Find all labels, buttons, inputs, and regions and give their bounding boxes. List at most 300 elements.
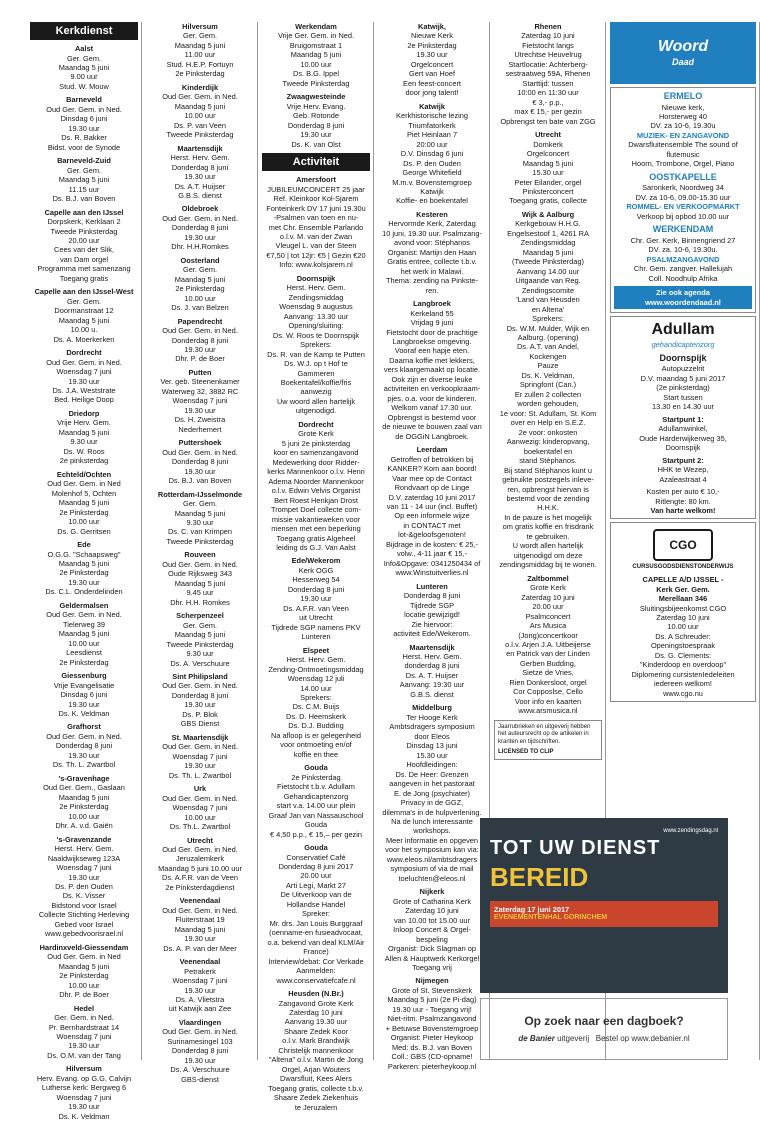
listing-line: In de pauze is het mogelijk	[504, 512, 592, 522]
listing-line: Ds. A. P. van der Meer	[163, 943, 237, 953]
listing-line: 10.00 uur	[68, 811, 100, 821]
listing-line: Ds. R. Bakker	[61, 133, 107, 143]
listing-line: Donderdag 8 juni	[171, 223, 229, 233]
listing-line: Domkerk	[533, 139, 563, 149]
listing-line: Vrijdag 9 juni	[410, 318, 454, 328]
listing-line: 20:00 uur	[416, 139, 448, 149]
cgo-logo: CGO	[653, 529, 713, 561]
listing-line: KANKER? Kom aan boord!	[387, 464, 477, 474]
listing-line: o.l.v. Arjen J.A. Uitbeijerse	[505, 640, 591, 649]
listing-entry	[262, 989, 370, 1112]
listing-entry	[378, 102, 486, 206]
listing-line: Niet-ritm. Psalmzangavond	[387, 1014, 477, 1024]
listing-line: Startlocatie: Achterberg-	[508, 59, 588, 69]
listing-line: Trompet Doel collecte com-	[270, 505, 362, 515]
listing-line: Ars Musica	[529, 621, 567, 631]
listing-line: Een feest-concert	[403, 78, 461, 88]
listing-line: 9.30 uur	[70, 437, 98, 447]
listing-title: Geldermalsen	[59, 600, 109, 610]
listing-line: (oenname-en fusieadvocaat,	[269, 928, 363, 938]
listing-title: Hilversum	[66, 1064, 102, 1074]
listing-line: Getroffen of betrokken bij	[390, 454, 474, 464]
listing-line: Naaldwijkseweg 123A	[47, 853, 121, 863]
listing-line: 19.30 uur	[68, 1102, 100, 1112]
listing-line: Gammeren	[297, 368, 335, 378]
listing-line: worden gehouden,	[517, 399, 579, 409]
listing-line: Ds. H. Zweistra	[174, 415, 226, 425]
listing-line: Maandag 5 juni	[58, 175, 110, 185]
listing-line: Na de lunch interessante	[391, 816, 473, 826]
listing-line: Sietze de Vries,	[522, 668, 574, 678]
listing-entry	[30, 95, 138, 152]
listing-entry	[146, 368, 254, 434]
listing-line: Maandag 5 juni	[174, 101, 226, 111]
listing-title: Amersfoort	[296, 175, 336, 185]
listing-line: Maandag 5 juni	[290, 50, 342, 60]
listing-title: Leerdam	[416, 445, 448, 455]
listing-title: Kinderdijk	[181, 82, 219, 92]
listing-line: Ds. D.J. Budding	[288, 721, 344, 731]
listing-line: Christelijk mannenkoor	[278, 1045, 354, 1055]
listing-title: Puttershoek	[178, 438, 222, 448]
listing-line: Ds. K. van Olst	[291, 139, 341, 149]
listing-line: Rondvaart op de Linge	[394, 483, 470, 493]
listing-line: G.B.S. dienst	[410, 689, 454, 699]
listing-line: 20.00 uur	[532, 602, 564, 612]
listing-line: (Jong)concertkoor	[518, 630, 578, 640]
listing-entry	[494, 574, 602, 716]
listing-line: Donderdag 8 juni	[287, 120, 345, 130]
listing-line: Katwijk	[420, 186, 444, 196]
listing-line: Info&Opgave: 0341250434 of	[383, 558, 481, 568]
listing-line: workshops.	[413, 826, 451, 836]
listing-title: Katwijk,	[418, 22, 446, 31]
ad-line: Kosten per auto € 10,-	[646, 487, 720, 497]
listing-line: U wordt allen hartelijk	[512, 541, 584, 551]
listing-entry	[378, 582, 486, 639]
listing-line: Woensdag 7 juni	[172, 396, 228, 406]
listing-line: Woensdag 7 juni	[172, 751, 228, 761]
listing-line: Er zullen 2 collecten	[514, 389, 582, 399]
listing-line: om gratis koffie en frisdrank	[502, 522, 594, 532]
ad-line: Nieuwe kerk,	[661, 102, 705, 112]
listing-title: Driedorp	[68, 408, 100, 418]
listing-entry	[146, 733, 254, 780]
listing-line: Vrije Evangelisatie	[53, 680, 115, 690]
listing-line: 19.30 uur	[184, 345, 216, 354]
listing-line: Zangavond Grote Kerk	[278, 998, 354, 1008]
listing-title: 's-Gravenhage	[58, 773, 110, 783]
listing-line: te gebruiken.	[526, 531, 570, 541]
listing-entry	[494, 130, 602, 206]
listing-line: Gratis entree, collecte t.b.v.	[387, 257, 477, 267]
ad-line: Ds. G. Clements:	[654, 650, 712, 660]
listing-line: Vleugel L. van der Steen	[275, 241, 357, 251]
listing-line: 9.00 uur	[70, 72, 98, 82]
listing-line: Bed. Heilige Doop	[54, 395, 114, 405]
listing-line: o.l.v. Edwin Velvis Organist	[271, 486, 361, 496]
listing-line: Maandag 5 juni	[58, 427, 110, 437]
listing-line: Doormanstraat 12	[54, 306, 114, 316]
listing-title: Doornspijk	[296, 273, 336, 283]
listing-line: 19.30 uur	[184, 934, 216, 944]
listing-title: Giessenburg	[61, 671, 107, 681]
listing-line: Ds. B.G. Ippel	[292, 69, 339, 79]
listing-line: Dorpskerk, Kerklaan 2	[47, 217, 121, 227]
column-3	[262, 22, 374, 1112]
listing-line: donderdag 8 juni	[404, 661, 460, 671]
listing-title: Langbroek	[413, 299, 451, 309]
listing-line: Nederhemert	[178, 424, 222, 434]
listing-title: Gouda	[304, 763, 328, 773]
listing-line: Welkom vanaf 17.30 uur.	[391, 403, 473, 413]
listing-line: Dinsdag 13 juni	[406, 741, 458, 751]
listing-line: door Eleos	[414, 731, 450, 741]
listing-line: Graaf Jan van Nassauschool	[268, 810, 364, 820]
listing-line: 10.00 u.	[70, 325, 98, 335]
listing-line: Ds. A.T. van Andel,	[516, 342, 580, 352]
listing-line: Pauze	[537, 361, 559, 371]
listing-line: Bidstond voor Israel	[51, 900, 117, 910]
listing-entry	[146, 144, 254, 201]
listing-entry	[30, 1004, 138, 1061]
ad-line: DV. za. 10-6, 19.30u.	[648, 245, 718, 255]
listing-line: Ger. Gem.	[182, 620, 218, 630]
listing-line: Orgel, Arjan Wouters	[281, 1064, 351, 1074]
listing-entry	[146, 611, 254, 668]
listing-line: Ds. A. Verschuure	[170, 1065, 230, 1075]
listing-line: Collecte Stichting Herleving	[38, 910, 130, 920]
listing-line: Maandag 5 juni	[174, 578, 226, 588]
listing-line: Oud Ger. Gem. in Ned.	[46, 104, 122, 114]
listing-line: H.H.K.	[537, 503, 559, 513]
listing-line: Donderdag 8 juni	[55, 741, 113, 751]
listing-line: Medewerking door Ridder-	[272, 457, 360, 467]
listing-title: Maartensdijk	[409, 642, 455, 652]
woordendaad-link[interactable]: www.woordendaad.nl	[645, 297, 721, 307]
listing-title: Grafhorst	[67, 722, 101, 732]
listing-entry	[378, 210, 486, 295]
listing-line: 19.30 uur - Toegang vrij!	[392, 1004, 472, 1014]
listing-line: € 3,- p.p.,	[532, 97, 564, 107]
listing-line: 20.00 uur	[68, 235, 100, 245]
listing-line: Zaterdag 10 juni	[521, 592, 575, 602]
listing-line: Ds. K. Veldman	[58, 709, 110, 719]
listing-line: Herst. Herv. Gem.	[54, 844, 114, 854]
listing-line: 10.00 uur	[184, 111, 216, 121]
listing-line: Donderdag 8 juni	[171, 690, 229, 700]
listing-line: Toegang gratis	[59, 273, 109, 283]
listing-line: D.V. Dinsdag 6 juni	[400, 149, 464, 159]
col3-entries-a	[262, 22, 370, 149]
listing-line: Arti Legi, Markt 27	[286, 880, 346, 890]
listing-line: kerks Mannenkoor o.l.v. Henri	[267, 467, 365, 477]
listing-line: Piet Heinlaan 7	[406, 130, 458, 140]
listing-line: 19.30 uur	[184, 761, 216, 771]
listing-line: www.Winstuitverlies.nl	[395, 568, 469, 578]
listing-line: GBS Dienst	[180, 719, 220, 729]
ad-line: 10.00 uur	[667, 622, 699, 632]
listing-line: Fietstocht langs	[522, 40, 574, 50]
col5-entries	[494, 22, 602, 716]
listing-entry	[378, 976, 486, 1071]
listing-entry	[146, 438, 254, 485]
listing-line: 10:00 en 11:30 uur	[517, 88, 579, 98]
listing-entry	[30, 774, 138, 831]
listing-title: Dordrecht	[66, 348, 102, 358]
listing-line: Ds. Th. L. Zwartbol	[52, 760, 116, 770]
listing-line: Kerk OGG	[298, 565, 334, 575]
listing-entry	[146, 490, 254, 547]
ad-line: Azaleastraat 4	[659, 474, 707, 484]
listing-line: aanwezig	[300, 387, 332, 397]
listing-line: stand Stéphanos.	[519, 456, 577, 466]
listing-line: Leesdienst	[66, 648, 102, 658]
listing-line: Woensdag 7 juni	[56, 1032, 112, 1042]
listing-title: Zaltbommel	[527, 573, 569, 583]
listing-line: Boekentafel/koffie/fris	[280, 378, 352, 388]
listing-line: Donderdag 8 juni	[171, 162, 229, 172]
ad-line: DV. za 10-6, 09.00-15.30 uur	[635, 192, 731, 202]
listing-line: voor ontmoeting en/of	[280, 740, 352, 750]
listing-line: Maandag 5 juni	[58, 498, 110, 508]
listing-line: Zaterdag 10 juni	[405, 906, 459, 916]
listing-title: Lunteren	[416, 581, 448, 591]
listing-line: Zendingscomite	[521, 285, 575, 295]
listing-entry	[30, 287, 138, 344]
listing-entry	[262, 420, 370, 553]
listing-line: Ds. Th. L. Zwartbol	[168, 770, 232, 780]
listing-entry	[30, 348, 138, 405]
listing-entry	[146, 83, 254, 140]
listing-line: 10.00 uur	[68, 980, 100, 990]
ad-line: Oude Harderwijkerweg 35,	[639, 433, 727, 443]
listing-line: Oud Ger. Gem. in Ned.	[162, 793, 238, 803]
listing-line: Lutherse kerk: Bergweg 6	[41, 1083, 127, 1093]
listing-line: Coll.: GBS (CD-opname!	[391, 1052, 473, 1062]
listing-line: Woensdag 7 juni	[56, 1092, 112, 1102]
listing-line: Woensdag 7 juni	[56, 863, 112, 873]
listing-line: Herst. Herv. Gem.	[286, 283, 346, 293]
listing-line: koor en samenzangavond	[273, 448, 359, 458]
listing-line: mensen met een beperking	[271, 524, 361, 534]
listing-title: Veenendaal	[179, 957, 221, 967]
listing-line: Gert van Hoef	[408, 69, 455, 79]
listing-line: Maandag 5 juni	[58, 558, 110, 568]
listing-line: Sprekers:	[300, 340, 332, 350]
listing-line: Tweede Pinksterdag	[166, 536, 234, 546]
listing-line: Ds. R. van de Kamp te Putten	[267, 349, 365, 359]
listing-line: bestemd voor de zending	[506, 493, 590, 503]
listing-line: uitgenodigd om deze	[513, 550, 583, 560]
listing-line: Maandag 5 juni	[58, 63, 110, 73]
listing-line: Maandag 5 juni	[174, 274, 226, 284]
listing-line: Ds. P. van Veen	[173, 120, 227, 130]
listing-line: Ds. D. Heemskerk	[286, 711, 346, 721]
ad-line: Chr. Ger. Kerk, Binnengriend 27	[630, 235, 736, 245]
listing-line: Woensdag 9 augustus	[279, 302, 353, 312]
listing-line: 2e Pinksterdag	[175, 69, 225, 79]
listing-line: 2e voor: onkosten	[518, 427, 578, 437]
listing-line: de nieuwe te bouwen zaal van	[382, 422, 482, 432]
listing-line: € 4,50 p.p., € 15,– per gezin	[269, 829, 363, 839]
listing-title: Nijmegen	[415, 976, 449, 986]
listing-entry	[262, 175, 370, 270]
listing-line: Psalmconcert	[525, 611, 571, 621]
listing-entry	[262, 646, 370, 760]
listing-line: Herst. Herv. Gem.	[170, 153, 230, 163]
col4-entries	[378, 22, 486, 1071]
listing-line: Oud Ger. Gem. in Ned.	[162, 742, 238, 752]
listing-line: Allen & Hauptwerk Kerkorgel	[384, 953, 480, 963]
listing-line: Kerkhistorische lezing	[396, 111, 468, 121]
listing-line: Zie hiervoor:	[411, 619, 453, 629]
listing-line: Tweede Pinksterdag	[282, 78, 350, 88]
listing-line: Dhr. H.H. Romkes	[170, 597, 230, 607]
listing-line: Koffie- en boekentafel	[396, 196, 468, 206]
listing-line: Ds. K. Veldman,	[521, 370, 575, 380]
listing-line: Oud Ger. Gem. in Ned.	[46, 357, 122, 367]
listing-line: max € 15,- per gezin	[514, 107, 582, 117]
listing-entry	[146, 836, 254, 893]
listing-line: Med: ds. B.J. van Boven	[391, 1042, 473, 1052]
section-heading-kerkdienst: Kerkdienst	[30, 22, 138, 40]
col2-entries	[146, 22, 254, 1084]
listing-title: Hedel	[73, 1003, 95, 1013]
listing-line: Tijdrede SGP namens PKV	[271, 622, 361, 632]
listing-line: 10 juni, 19.30 uur. Psalmzang-	[382, 228, 482, 238]
listing-line: Oud Ger. Gem., Gaslaan	[43, 783, 125, 793]
listing-line: gebruikte postzegels inleve-	[502, 475, 594, 485]
listing-line: Woensdag 7 juni	[172, 803, 228, 813]
listing-line: voor het symposium kan via:	[385, 845, 479, 855]
listing-line: Sprekers:	[300, 693, 332, 703]
listing-line: France)	[303, 947, 329, 957]
listing-line: Aanvang 19.30 uur	[284, 1017, 348, 1027]
listing-line: €7,50 | tot 12jr: €5 | Gezin €20	[266, 250, 366, 260]
cgo-ad: CGO CURSUSGODSDIENSTONDERWIJS CAPELLE A/D IJSSEL - Kerk Ger. Gem. Merellaan 346 Sluitingsbijeenkomst CGO Zaterdag 10 juni 10.00 uur Ds. A Schreuder: Openingstoespraak Ds. G. Clements: "Kinderdoop en overdoop" Diplomering cursistenIedeleiten iedereen welkom! www.cgo.nu	[610, 522, 756, 702]
listing-line: Cees van der Slik,	[54, 245, 114, 255]
listing-title: Barneveld-Zuid	[57, 156, 111, 166]
listing-line: Programma met samenzang	[37, 264, 131, 274]
listing-title: Oldebroek	[181, 204, 219, 214]
listing-line: Ds. J. van Belzen	[171, 303, 229, 313]
listing-line: 'Land van Heusden	[516, 295, 580, 305]
listing-title: Oosterland	[180, 255, 220, 265]
listing-line: 19.30 uur	[184, 985, 216, 995]
listing-line: Inloop Concert & Orgel-	[393, 925, 471, 935]
listing-line: 11.15 uur	[68, 184, 100, 194]
listing-line: Gebed voor Israel	[54, 919, 114, 929]
listing-line: Molenhof 5, Ochten	[51, 488, 117, 498]
listing-line: 10.00 uur	[68, 517, 100, 527]
ad-line: Verkoop bij opbod 10.00 uur	[636, 211, 730, 221]
listing-line: Cor Copposlse, Cello	[513, 687, 583, 697]
listing-entry	[30, 409, 138, 466]
listing-line: www.arsmusica.nl	[518, 706, 578, 716]
listing-line: O.G.G. "Schaapsweg"	[47, 549, 121, 559]
listing-line: Donderdag 8 juni	[171, 1046, 229, 1056]
listing-line: Orgelconcert	[410, 59, 454, 69]
ad-line: Openingstoespraak	[650, 641, 716, 651]
column-1	[30, 22, 142, 1121]
listing-line: Ds. G. Gerritsen	[57, 526, 111, 536]
listing-line: Woensdag 12 juli	[287, 674, 345, 684]
listing-line: 9.45 uur	[186, 588, 214, 598]
listing-title: Utrecht	[535, 130, 561, 140]
listing-line: Engelsestoof 1, 4261 RA	[507, 228, 589, 238]
listing-line: Organist: Dick Slagman op	[388, 944, 476, 954]
listing-line: Shaare Zedek Ziekenhuis	[273, 1093, 359, 1103]
listing-line: Dinsdag 6 juni	[60, 114, 108, 124]
listing-line: Petrakerk	[184, 966, 216, 976]
listing-line: Waterweg 32, 3882 RC	[161, 386, 239, 396]
listing-line: Oud Ger. Gem. in Ned.	[162, 1027, 238, 1037]
listing-line: Hesserweg 54	[292, 575, 340, 585]
listing-entry	[146, 317, 254, 364]
listing-title: Vlaardingen	[178, 1017, 222, 1027]
listing-line: Maandag 5 juni	[174, 40, 226, 50]
listing-line: Oud Ger. Gem. in Ned.	[46, 731, 122, 741]
zendingsdag-banner: www.zendingsdag.nl TOT UW DIENST BEREID Zaterdag 17 juni 2017 EVENEMENTENHAL GORINCHEM	[480, 818, 728, 993]
listing-line: Voor info en kaarten	[514, 696, 582, 706]
listing-line: Conservatief Café	[286, 852, 346, 862]
listing-line: pjes, o.a. voor de kinderen.	[387, 393, 477, 403]
listing-line: Oud Ger. Gem. in Ned.	[162, 681, 238, 691]
listing-line: en Patrick van der Linden	[506, 649, 590, 659]
ad-line: Horsterweg 40	[658, 111, 708, 121]
listing-line: Hollandse Handel	[286, 899, 346, 909]
listing-line: 14.00 uur	[300, 683, 332, 693]
listing-line: Op een informele wijze	[394, 511, 470, 521]
listing-line: Aanvang: 19:30 uur	[399, 680, 465, 690]
listing-line: Ds. A. Verschuure	[170, 658, 230, 668]
listing-line: Maandag 5 juni	[58, 315, 110, 325]
listing-title: Rotterdam-IJsselmonde	[157, 489, 243, 499]
listing-line: 9.30 uur	[186, 517, 214, 527]
listing-entry	[378, 887, 486, 972]
listing-line: 11.00 uur	[184, 50, 216, 60]
ad-line: Saronkerk, Noordweg 34	[642, 183, 724, 193]
listing-line: Toegang gratis Algeheel	[276, 533, 356, 543]
listing-title: Sint Philipsland	[172, 672, 228, 681]
adullam-ad: Adullam gehandicaptenzorg Doornspijk Autopuzzelrit D.V. maandag 5 juni 2017 (2e pinksterdag) Start tussen 13.30 en 14.30 uur Startpunt 1: Adullamwinkel, Oude Harderwijkerweg 35, Doornspijk Startpunt 2: HHK te Wezep, Azaleastraat 4 Kosten per auto € 10,- Ritlengte: 80 km. Van harte welkom!	[610, 316, 756, 519]
listing-line: Maandag 5 juni (2e Pi-dag)	[387, 995, 477, 1005]
listing-line: Toegang gratis, collecte t.b.v.	[268, 1083, 364, 1093]
ad-line: Ds. A Schreuder:	[655, 631, 711, 641]
listing-line: 19.30 uur	[68, 872, 100, 882]
listing-line: Kockengen	[529, 351, 567, 361]
listing-line: Na afloop is er gelegenheid	[271, 730, 361, 740]
listing-line: 10.00 uur	[184, 293, 216, 303]
col1-entries	[30, 44, 138, 1121]
listing-line: Oud Ger. Gem. in Ned.	[162, 92, 238, 102]
listing-title: Elspeet	[302, 645, 330, 655]
ad-line: Ritlengte: 80 km.	[655, 496, 711, 506]
listing-line: Zending-Ontmoetingsmiddag	[268, 664, 364, 674]
listing-line: Organist: Pieter Heykoop	[390, 1033, 474, 1043]
listing-line: Maandag 5 juni	[174, 508, 226, 518]
listing-line: Geb. Rotonde	[292, 111, 340, 121]
listing-line: De Uitverkoop van de	[280, 890, 352, 900]
debanier-link[interactable]: Bestel op www.debanier.nl	[595, 1033, 690, 1043]
listing-line: Donderdag 8 juni	[171, 457, 229, 467]
listing-line: Info: www.kolsjarem.nl	[279, 260, 353, 270]
listing-line: Interview/debat: Cor Verkade	[268, 956, 364, 966]
listing-line: sestraatweg 59A, Rhenen	[505, 69, 591, 79]
listing-title: Middelburg	[412, 703, 452, 713]
listing-entry	[30, 671, 138, 718]
